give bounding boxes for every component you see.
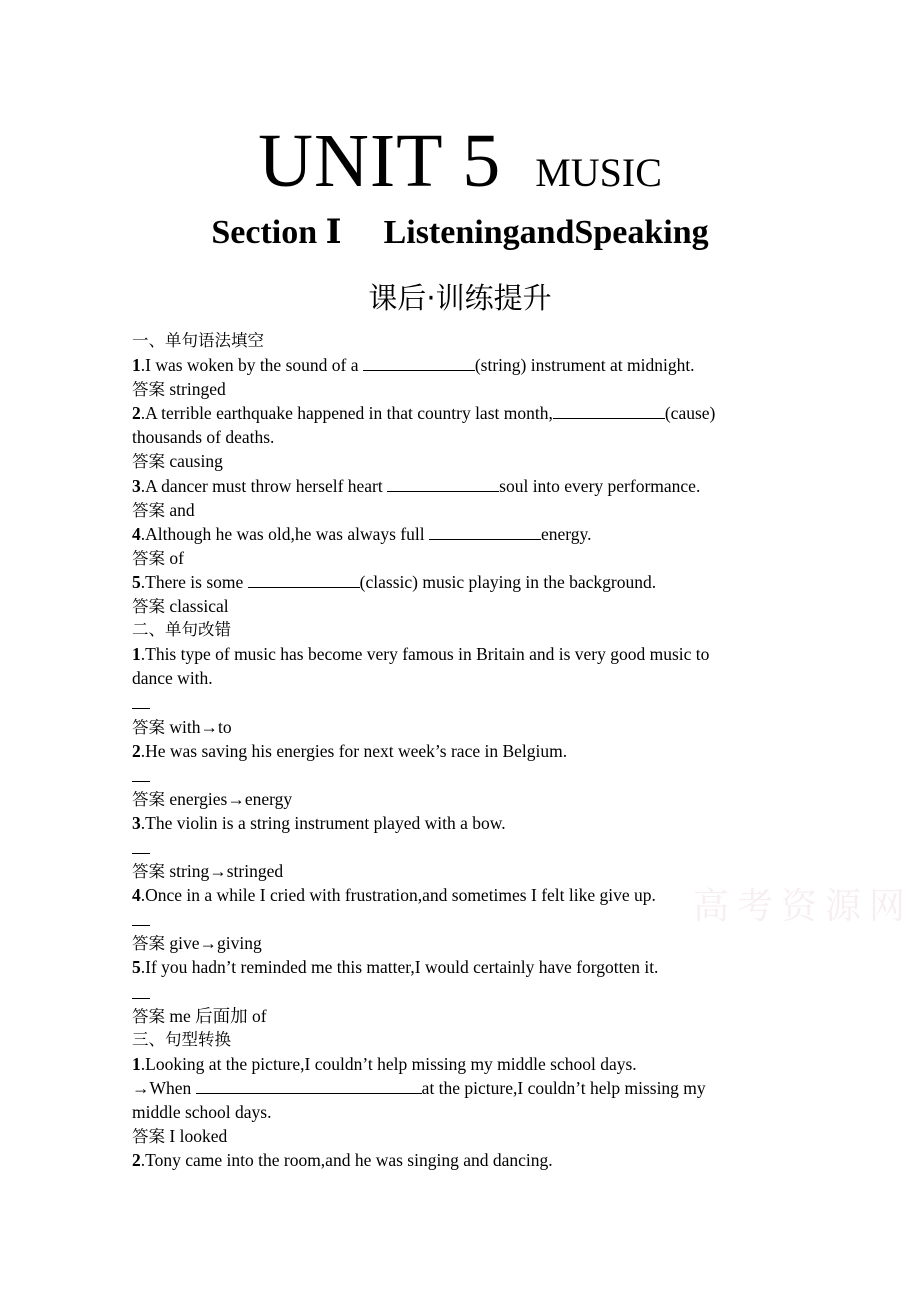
question: 3.The violin is a string instrument played with a bow. <box>132 812 506 833</box>
part2-heading: 二、单句改错 <box>132 620 231 640</box>
answer: 答案 causing <box>132 451 223 472</box>
answer-line <box>132 690 772 714</box>
answer-blank <box>248 571 360 588</box>
answer: 答案 classical <box>132 596 229 617</box>
answer-line <box>132 907 772 931</box>
answer: 答案 give→giving <box>132 933 262 954</box>
answer: 答案 me 后面加 of <box>132 1005 267 1026</box>
section-label: Section Ⅰ <box>211 214 342 251</box>
question: 3.A dancer must throw herself heart soul into every performance. <box>132 475 701 496</box>
answer-line <box>132 763 772 787</box>
answer-line <box>132 835 772 859</box>
watermark: 高考资源网 <box>693 886 914 927</box>
question: 1.Looking at the picture,I couldn’t help missing my middle school days. <box>132 1053 637 1074</box>
question: 4.Although he was old,he was always full energy. <box>132 523 592 544</box>
answer: 答案 stringed <box>132 379 226 400</box>
question: 1.This type of music has become very famous in Britain and is very good music to <box>132 644 710 665</box>
answer-blank <box>387 475 499 492</box>
answer-blank <box>429 523 541 540</box>
question: 2.He was saving his energies for next week’s race in Belgium. <box>132 740 568 761</box>
question: 5.There is some (classic) music playing in the background. <box>132 571 657 592</box>
answer: 答案 energies→energy <box>132 788 293 809</box>
unit-title <box>0 118 920 205</box>
question: 4.Once in a while I cried with frustration,and sometimes I felt like give up. <box>132 885 656 906</box>
question-continued: dance with. <box>132 668 213 689</box>
rewrite: →When at the picture,I couldn’t help missing my <box>132 1077 706 1098</box>
answer-blank <box>363 354 475 371</box>
answer: 答案 with→to <box>132 716 232 737</box>
answer-line <box>132 980 772 1004</box>
answer: 答案 I looked <box>132 1126 228 1147</box>
answer-blank <box>196 1077 422 1094</box>
question-continued: thousands of deaths. <box>132 427 275 448</box>
answer: 答案 string→stringed <box>132 861 284 882</box>
question: 1.I was woken by the sound of a (string) instrument at midnight. <box>132 355 695 376</box>
question: 2.A terrible earthquake happened in that country last month, (cause) <box>132 403 716 424</box>
part3-heading: 三、句型转换 <box>132 1029 231 1049</box>
unit-number: UNIT 5 <box>258 119 502 203</box>
unit-topic: MUSIC <box>535 150 662 195</box>
question-continued: middle school days. <box>132 1102 272 1122</box>
answer: 答案 and <box>132 499 195 520</box>
part1-heading: 一、单句语法填空 <box>132 331 264 350</box>
answer: 答案 of <box>132 547 184 568</box>
section-name: ListeningandSpeaking <box>383 214 709 251</box>
question: 2.Tony came into the room,and he was singing and dancing. <box>132 1150 553 1171</box>
section-title <box>0 212 920 252</box>
subtitle: 课后·训练提升 <box>368 281 552 315</box>
answer-blank <box>553 402 665 419</box>
question: 5.If you hadn’t reminded me this matter,I would certainly have forgotten it. <box>132 957 659 978</box>
exercise-body <box>132 329 772 1172</box>
